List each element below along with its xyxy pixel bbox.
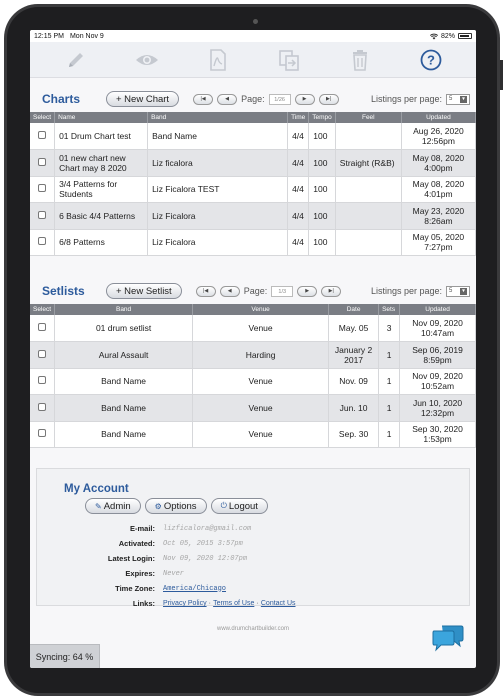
setlist-sets: 1	[379, 342, 400, 369]
charts-listings-per-page	[371, 94, 470, 105]
chart-band: Band Name	[148, 123, 288, 150]
table-row[interactable]	[30, 421, 476, 448]
row-select[interactable]	[30, 123, 55, 150]
chart-name: 01 Drum Chart test	[55, 123, 148, 150]
charts-header-row	[30, 112, 476, 123]
row-select[interactable]	[30, 315, 55, 342]
admin-button[interactable]	[85, 498, 141, 514]
setlist-sets: 1	[379, 421, 400, 448]
gear-icon: ⚙	[154, 501, 162, 511]
setlist-band: Band Name	[55, 395, 193, 422]
table-row[interactable]	[30, 123, 476, 150]
updated-time: 4:00pm	[424, 162, 453, 173]
pencil-icon[interactable]	[62, 46, 90, 74]
table-row[interactable]	[30, 229, 476, 256]
checkbox[interactable]	[38, 237, 46, 245]
updated-time: 1:53pm	[423, 434, 452, 445]
camera	[253, 19, 258, 24]
help-icon[interactable]	[417, 46, 445, 74]
prev-page-button[interactable]: ◀	[220, 286, 240, 297]
setlist-updated	[400, 368, 476, 395]
contact-link[interactable]: Contact Us	[260, 600, 296, 607]
setlist-updated	[400, 421, 476, 448]
setlists-header-row	[30, 304, 476, 315]
charts-header	[30, 86, 476, 112]
setlist-date	[329, 421, 379, 448]
chart-time: 4/4	[288, 203, 309, 230]
new-chart-button[interactable]: + New Chart	[106, 91, 179, 107]
chart-name: 6/8 Patterns	[55, 229, 148, 256]
page-label: Page:	[241, 94, 265, 104]
side-button	[500, 60, 503, 90]
options-label: Options	[163, 500, 197, 512]
status-bar	[30, 30, 476, 42]
setlists-title: Setlists	[42, 284, 85, 298]
date-line1: Sep. 30	[338, 429, 369, 440]
sync-status: Syncing: 64 %	[30, 644, 100, 668]
col-band[interactable]: Band	[148, 112, 288, 123]
chart-feel	[335, 203, 401, 230]
row-select[interactable]	[30, 176, 55, 203]
table-row[interactable]	[30, 342, 476, 369]
account-panel	[36, 468, 470, 606]
next-page-button[interactable]: ▶	[297, 286, 317, 297]
chart-tempo: 100	[309, 123, 336, 150]
lpp-label: Listings per page:	[370, 286, 442, 296]
footer-url[interactable]: www.drumchartbuilder.com	[216, 626, 290, 632]
col-select[interactable]: Select	[30, 304, 55, 315]
lpp-label: Listings per page:	[370, 94, 442, 104]
date-line1: January 2	[334, 344, 373, 355]
section-spacer	[30, 256, 476, 278]
first-page-button[interactable]: |◀	[196, 286, 216, 297]
table-row[interactable]	[30, 203, 476, 230]
setlist-band: 01 drum setlist	[55, 315, 193, 342]
table-row[interactable]	[30, 315, 476, 342]
screen	[30, 30, 476, 668]
links-label: Links:	[132, 599, 155, 608]
col-tempo[interactable]: Tempo	[309, 112, 336, 123]
updated-time: 8:59pm	[423, 354, 452, 365]
checkbox[interactable]	[38, 131, 46, 139]
page-input[interactable]: 1/26	[269, 94, 291, 105]
col-venue[interactable]: Venue	[193, 304, 329, 315]
expires-label: Expires:	[125, 569, 155, 578]
row-select[interactable]	[30, 368, 55, 395]
table-row[interactable]	[30, 176, 476, 203]
export-icon[interactable]	[275, 46, 303, 74]
lpp-select[interactable]	[446, 94, 470, 105]
charts-table	[30, 112, 476, 256]
lpp-value: 5	[449, 288, 453, 294]
chart-updated	[401, 123, 475, 150]
setlist-date	[329, 315, 379, 342]
privacy-policy-link[interactable]: Privacy Policy	[163, 600, 207, 607]
row-select[interactable]	[30, 150, 55, 177]
chart-time: 4/4	[288, 176, 309, 203]
chart-name: 01 new chart new Chart may 8 2020	[55, 150, 148, 177]
updated-date: Nov 09, 2020	[412, 371, 463, 382]
latest-login-value: Nov 09, 2020 12:07pm	[163, 554, 248, 563]
terms-link[interactable]: Terms of Use	[213, 600, 255, 607]
setlist-band: Aural Assault	[55, 342, 193, 369]
toolbar	[30, 42, 476, 78]
date-line1: Jun. 10	[339, 402, 368, 413]
updated-date: May 23, 2020	[412, 205, 465, 216]
setlist-sets: 1	[379, 395, 400, 422]
setlist-sets: 1	[379, 368, 400, 395]
account-title: My Account	[64, 483, 129, 495]
checkbox[interactable]	[38, 211, 46, 219]
expires-value: Never	[163, 569, 185, 578]
email-label: E-mail:	[129, 524, 155, 533]
chart-feel: Straight (R&B)	[335, 150, 401, 177]
charts-title: Charts	[42, 92, 81, 106]
row-select[interactable]	[30, 229, 55, 256]
chart-band: Liz ficalora	[148, 150, 288, 177]
chart-feel	[335, 229, 401, 256]
date-line1: Nov. 09	[339, 376, 368, 387]
setlist-updated	[400, 315, 476, 342]
battery-percent: 82%	[440, 32, 455, 40]
charts-pager	[193, 94, 339, 105]
updated-time: 12:32pm	[420, 407, 455, 418]
row-select[interactable]	[30, 342, 55, 369]
last-page-button[interactable]: ▶|	[319, 94, 339, 105]
col-date[interactable]: Date	[329, 304, 379, 315]
chat-icon[interactable]	[432, 622, 464, 652]
date-line2: 2017	[344, 354, 364, 365]
updated-date: May 08, 2020	[412, 179, 465, 190]
setlists-table	[30, 304, 476, 448]
updated-date: Sep 06, 2019	[412, 344, 463, 355]
next-page-button[interactable]: ▶	[295, 94, 315, 105]
updated-time: 10:52am	[420, 381, 455, 392]
wifi-icon	[430, 33, 438, 40]
setlist-sets: 3	[379, 315, 400, 342]
setlist-date	[329, 368, 379, 395]
activated-value: Oct 05, 2015 3:57pm	[163, 539, 243, 548]
col-updated[interactable]: Updated	[400, 304, 476, 315]
updated-time: 7:27pm	[424, 242, 453, 253]
checkbox[interactable]	[38, 403, 46, 411]
chart-name: 6 Basic 4/4 Patterns	[55, 203, 148, 230]
eye-icon[interactable]	[133, 46, 161, 74]
activated-label: Activated:	[118, 539, 155, 548]
col-time[interactable]: Time	[288, 112, 309, 123]
prev-page-button[interactable]: ◀	[217, 94, 237, 105]
chart-updated	[401, 229, 475, 256]
checkbox[interactable]	[38, 376, 46, 384]
first-page-button[interactable]: |◀	[193, 94, 213, 105]
setlists-header	[30, 278, 476, 304]
chart-feel	[335, 176, 401, 203]
updated-time: 8:26am	[424, 215, 453, 226]
col-band[interactable]: Band	[55, 304, 193, 315]
last-page-button[interactable]: ▶|	[321, 286, 341, 297]
setlist-venue: Harding	[193, 342, 329, 369]
updated-date: Nov 09, 2020	[412, 318, 463, 328]
chart-tempo: 100	[309, 229, 336, 256]
col-updated[interactable]: Updated	[401, 112, 475, 123]
setlists-pager	[196, 286, 342, 297]
updated-time: 12:56pm	[421, 136, 455, 146]
lpp-value: 5	[449, 96, 453, 102]
updated-date: Sep 30, 2020	[412, 424, 463, 435]
status-time: 12:15 PM	[34, 32, 64, 40]
chart-updated	[401, 150, 475, 177]
chart-time: 4/4	[288, 150, 309, 177]
setlist-venue: Venue	[193, 315, 329, 342]
chart-tempo: 100	[309, 150, 336, 177]
setlist-band: Band Name	[55, 421, 193, 448]
chart-time: 4/4	[288, 123, 309, 150]
row-select[interactable]	[30, 203, 55, 230]
updated-date: Aug 26, 2020	[413, 126, 464, 136]
checkbox[interactable]	[38, 350, 46, 358]
chart-band: Liz Ficalora	[148, 203, 288, 230]
chart-name: 3/4 Patterns for Students	[55, 176, 148, 203]
table-row[interactable]	[30, 150, 476, 177]
pencil-icon: ✎	[95, 501, 102, 511]
options-button[interactable]	[145, 498, 207, 514]
setlist-date	[329, 342, 379, 369]
logout-button[interactable]	[211, 498, 268, 514]
status-date: Mon Nov 9	[69, 32, 104, 40]
setlist-date	[329, 395, 379, 422]
pdf-icon[interactable]	[204, 46, 232, 74]
admin-label: Admin	[103, 500, 131, 512]
col-select[interactable]: Select	[30, 112, 55, 123]
chart-band: Liz Ficalora	[148, 229, 288, 256]
logout-label: Logout	[228, 500, 258, 512]
chart-feel	[335, 123, 401, 150]
chart-updated	[401, 203, 475, 230]
setlist-venue: Venue	[193, 368, 329, 395]
updated-date: Jun 10, 2020	[412, 397, 463, 408]
col-name[interactable]: Name	[55, 112, 148, 123]
checkbox[interactable]	[38, 184, 46, 192]
checkbox[interactable]	[38, 323, 46, 331]
setlist-updated	[400, 395, 476, 422]
page-label: Page:	[243, 286, 268, 296]
chart-time: 4/4	[288, 229, 309, 256]
checkbox[interactable]	[38, 158, 46, 166]
table-row[interactable]	[30, 395, 476, 422]
timezone-label: Time Zone:	[115, 584, 155, 593]
table-row[interactable]	[30, 368, 476, 395]
svg-text:?: ?	[426, 52, 435, 67]
setlist-venue: Venue	[193, 395, 329, 422]
updated-time: 10:47am	[420, 328, 455, 338]
setlist-updated	[400, 342, 476, 369]
chart-tempo: 100	[309, 203, 336, 230]
timezone-link[interactable]: America/Chicago	[163, 584, 227, 593]
row-select[interactable]	[30, 395, 55, 422]
page-input[interactable]: 1/3	[271, 286, 293, 297]
trash-icon[interactable]	[346, 46, 374, 74]
updated-date: May 08, 2020	[412, 152, 465, 163]
setlist-venue: Venue	[193, 421, 329, 448]
updated-date: May 05, 2020	[412, 232, 465, 243]
chevron-down-icon: ▾	[460, 288, 467, 295]
battery-icon	[458, 33, 472, 39]
chart-updated	[401, 176, 475, 203]
checkbox[interactable]	[38, 429, 46, 437]
setlists-listings-per-page	[371, 286, 470, 297]
latest-login-label: Latest Login:	[107, 554, 155, 563]
col-sets[interactable]: Sets	[379, 304, 400, 315]
row-select[interactable]	[30, 421, 55, 448]
new-setlist-button[interactable]: + New Setlist	[106, 283, 182, 299]
chevron-down-icon: ▾	[460, 96, 467, 103]
account-info: E-mail: lizficalora@gmail.com Activated: Oct 05, 2015 3:57pm Latest Login: Nov 09, 2020 12:07pm Expires: Never Time Zone: America/Chicago Links: Privacy Policy · Terms of Use · Contact Us	[57, 521, 296, 611]
lpp-select[interactable]	[446, 286, 470, 297]
date-line1: May. 05	[338, 323, 369, 333]
power-icon: ⏻	[220, 501, 227, 510]
col-feel[interactable]: Feel	[335, 112, 401, 123]
account-buttons	[85, 498, 268, 514]
updated-time: 4:01pm	[424, 189, 453, 200]
chart-tempo: 100	[309, 176, 336, 203]
email-value: lizficalora@gmail.com	[163, 524, 252, 533]
setlist-band: Band Name	[55, 368, 193, 395]
chart-band: Liz Ficalora TEST	[148, 176, 288, 203]
